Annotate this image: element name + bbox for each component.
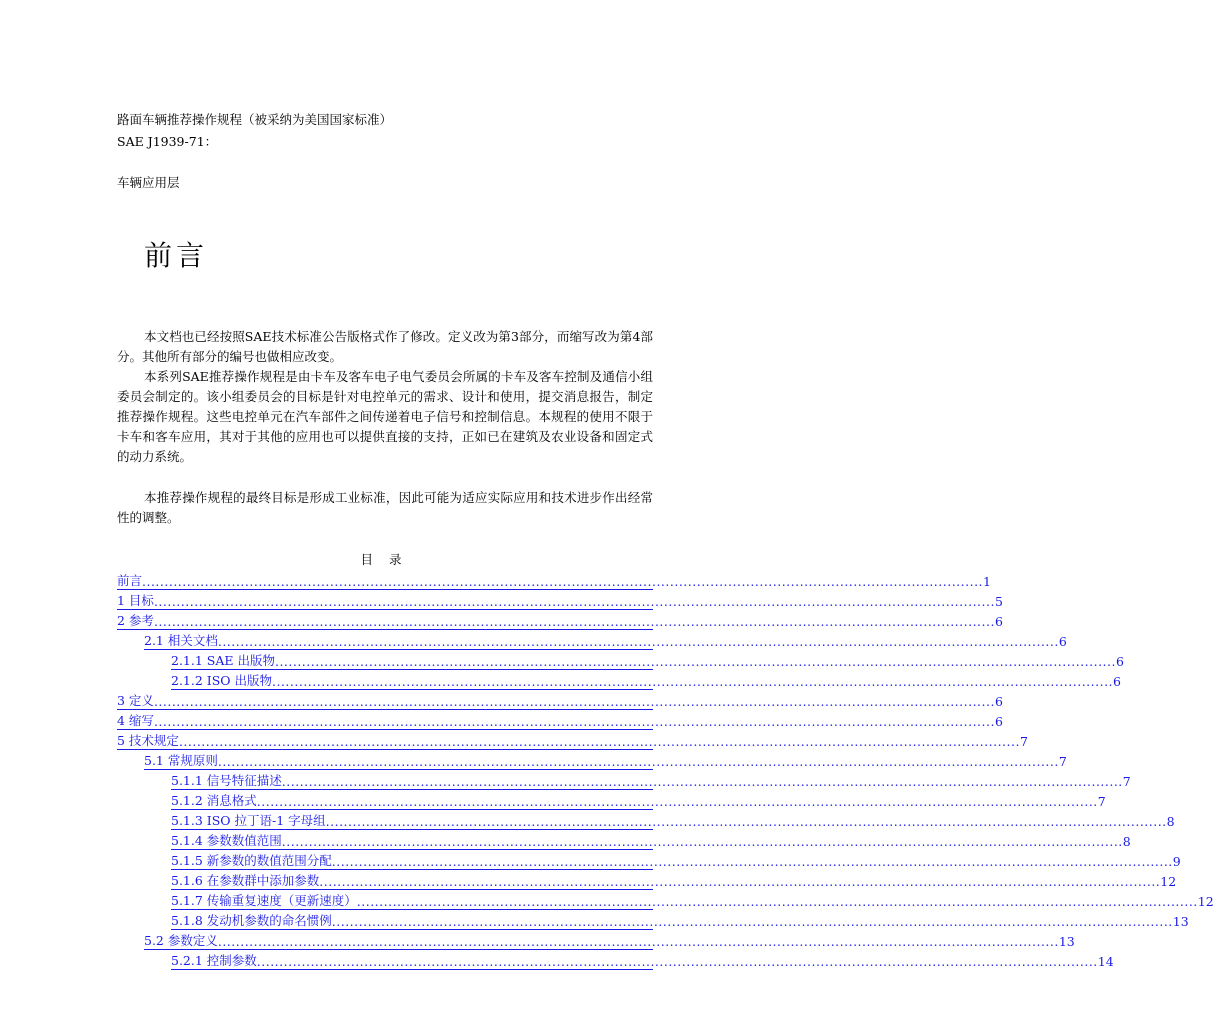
paragraph-1: 本文档也已经按照SAE技术标准公告版格式作了修改。定义改为第3部分，而缩写改为第4部分。其他所有部分的编号也做相应改变。 (117, 329, 653, 364)
toc-leader-dots: ............................................................................................................................................................................................ (142, 574, 984, 589)
toc-entry-label: 5.1.7 传输重复速度（更新速度） (171, 893, 357, 908)
toc-entry-label: 5.1.8 发动机参数的命名惯例 (171, 913, 332, 928)
toc-entry-page: 7 (1058, 754, 1067, 769)
toc-entry[interactable] (171, 649, 1124, 670)
paragraph-3: 本推荐操作规程的最终目标是形成工业标准，因此可能为适应实际应用和技术进步作出经常性的调整。 (117, 490, 653, 525)
toc-entry-page: 9 (1172, 854, 1181, 869)
toc-entry[interactable] (171, 849, 1181, 870)
toc-entry-page: 13 (1172, 914, 1189, 929)
toc-entry[interactable] (117, 569, 991, 590)
toc-leader-dots: ............................................................................................................................................................................................ (217, 634, 1059, 649)
toc-entry[interactable] (171, 869, 1177, 890)
toc-entry[interactable] (171, 829, 1131, 850)
toc-entry-page: 5 (994, 594, 1003, 609)
toc-entry[interactable] (117, 729, 1028, 750)
toc-entry[interactable] (117, 589, 1003, 610)
toc-entry-label: 2.1 相关文档 (144, 633, 218, 648)
toc-title: 目 录 (360, 552, 408, 567)
toc-entry[interactable] (171, 669, 1121, 690)
toc-entry-label: 5.1 常规原则 (144, 753, 218, 768)
toc-entry-label: 5.1.2 消息格式 (171, 793, 257, 808)
toc-entry-label: 4 缩写 (117, 713, 154, 728)
toc-entry-page: 6 (1058, 634, 1067, 649)
toc-entry[interactable] (171, 909, 1189, 930)
toc-entry-label: 5.1.3 ISO 拉丁语-1 字母组 (171, 813, 326, 828)
toc-entry[interactable] (144, 929, 1075, 950)
toc-entry[interactable] (117, 709, 1003, 730)
toc-entry-label: 5.2.1 控制参数 (171, 953, 257, 968)
toc-entry-label: 1 目标 (117, 593, 154, 608)
standard-id: SAE J1939-71： (117, 134, 218, 149)
toc-entry-page: 7 (1122, 774, 1131, 789)
toc-entry-label: 前言 (117, 573, 143, 588)
toc-entry-page: 8 (1122, 834, 1131, 849)
toc-leader-dots: ............................................................................................................................................................................................ (153, 714, 995, 729)
toc-entry-page: 7 (1019, 734, 1028, 749)
body-text-conclusion (117, 488, 653, 528)
toc-entry-label: 5 技术规定 (117, 733, 179, 748)
toc-entry-page: 1 (983, 574, 991, 589)
toc-entry-label: 5.1.1 信号特征描述 (171, 773, 282, 788)
toc-entry-page: 6 (1115, 654, 1124, 669)
toc-leader-dots: ............................................................................................................................................................................................ (356, 894, 1198, 909)
toc-entry-page: 14 (1097, 954, 1114, 969)
toc-leader-dots: ............................................................................................................................................................................................ (256, 794, 1098, 809)
body-text (117, 327, 653, 467)
layer-name: 车辆应用层 (117, 175, 180, 190)
toc-entry-page: 6 (1113, 674, 1121, 689)
toc-leader-dots: ............................................................................................................................................................................................ (319, 874, 1161, 889)
toc-entry[interactable] (171, 809, 1175, 830)
toc-leader-dots: ............................................................................................................................................................................................ (331, 914, 1173, 929)
toc-leader-dots: ............................................................................................................................................................................................ (153, 594, 995, 609)
toc-entry-page: 13 (1058, 934, 1075, 949)
toc-entry-label: 5.1.4 参数数值范围 (171, 833, 282, 848)
toc-entry-label: 5.2 参数定义 (144, 933, 218, 948)
toc-leader-dots: ............................................................................................................................................................................................ (272, 674, 1114, 689)
toc-entry-page: 12 (1160, 874, 1177, 889)
toc-entry[interactable] (144, 749, 1067, 770)
toc-entry-label: 3 定义 (117, 693, 154, 708)
paragraph-2: 本系列SAE推荐操作规程是由卡车及客车电子电气委员会所属的卡车及客车控制及通信小组委员会制定的。该小组委员会的目标是针对电控单元的需求、设计和使用，提交消息报告，制定推荐操作规程。这些电控单元在汽车部件之间传递着电子信号和控制信息。本规程的使用不限于卡车和客车应用，其对于其他的应用也可以提供直接的支持，正如已在建筑及农业设备和固定式的动力系统。 (117, 369, 653, 464)
toc-entry-page: 12 (1197, 894, 1214, 909)
toc-leader-dots: ............................................................................................................................................................................................ (256, 954, 1098, 969)
toc-entry-page: 6 (994, 614, 1003, 629)
toc-leader-dots: ............................................................................................................................................................................................ (281, 774, 1123, 789)
toc-entry[interactable] (117, 609, 1003, 630)
section-heading: 前言 (144, 239, 209, 272)
toc-entry[interactable] (144, 629, 1067, 650)
toc-entry[interactable] (171, 769, 1131, 790)
toc-entry-page: 6 (994, 714, 1003, 729)
toc-leader-dots: ............................................................................................................................................................................................ (274, 654, 1116, 669)
toc-leader-dots: ............................................................................................................................................................................................ (153, 614, 995, 629)
toc-entry-label: 2.1.2 ISO 出版物 (171, 673, 273, 688)
toc-leader-dots: ............................................................................................................................................................................................ (331, 854, 1173, 869)
toc-leader-dots: ............................................................................................................................................................................................ (325, 814, 1167, 829)
toc-leader-dots: ............................................................................................................................................................................................ (217, 934, 1059, 949)
toc-entry-page: 7 (1097, 794, 1106, 809)
toc-leader-dots: ............................................................................................................................................................................................ (153, 694, 995, 709)
toc-entry-page: 6 (994, 694, 1003, 709)
toc-entry-label: 5.1.5 新参数的数值范围分配 (171, 853, 332, 868)
toc-leader-dots: ............................................................................................................................................................................................ (281, 834, 1123, 849)
toc-entry[interactable] (171, 789, 1106, 810)
toc-leader-dots: ............................................................................................................................................................................................ (178, 734, 1020, 749)
toc-entry-label: 2 参考 (117, 613, 154, 628)
toc-entry[interactable] (117, 689, 1003, 710)
document-title-line: 路面车辆推荐操作规程（被采纳为美国国家标准） (117, 112, 393, 127)
toc-entry[interactable] (171, 889, 1214, 910)
toc-leader-dots: ............................................................................................................................................................................................ (217, 754, 1059, 769)
toc-entry-page: 8 (1166, 814, 1175, 829)
toc-entry-label: 2.1.1 SAE 出版物 (171, 653, 275, 668)
toc-entry-label: 5.1.6 在参数群中添加参数 (171, 873, 320, 888)
toc-entry[interactable] (171, 949, 1114, 970)
